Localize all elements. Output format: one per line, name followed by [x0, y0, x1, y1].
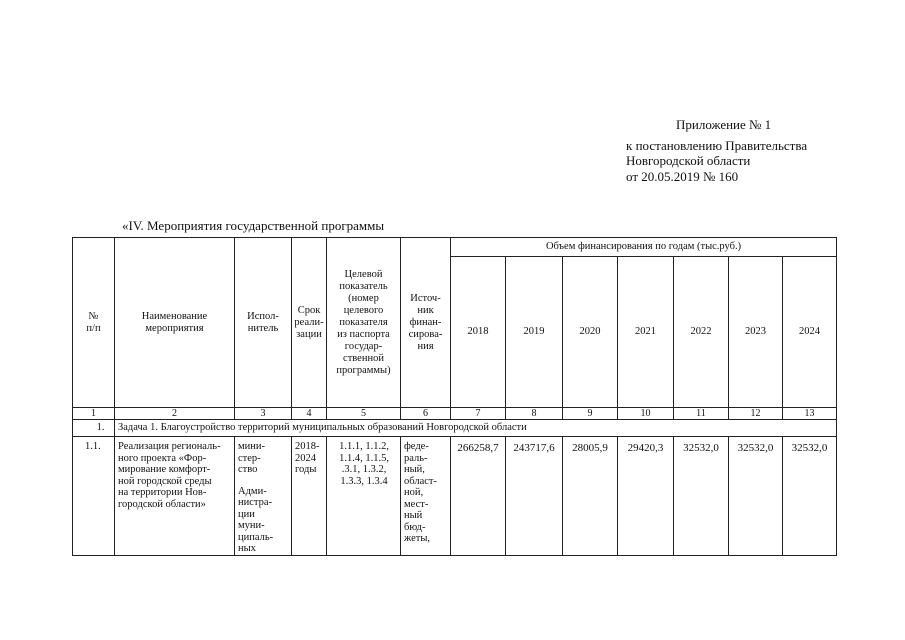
row-indicator: 1.1.1, 1.1.2, 1.1.4, 1.1.5, .3.1, 1.3.2, 1.3.3, 1.3.4: [327, 437, 401, 556]
column-number: 1: [73, 408, 115, 420]
row-term: 2018- 2024 годы: [292, 437, 327, 556]
header-year-2024: 2024: [783, 257, 837, 408]
column-number: 9: [563, 408, 618, 420]
measures-table: [72, 237, 836, 559]
annex-title: Приложение № 1: [676, 117, 772, 132]
annex-date-line: от 20.05.2019 № 160: [626, 169, 739, 184]
column-number: 2: [115, 408, 235, 420]
column-number: 4: [292, 408, 327, 420]
column-number: 12: [729, 408, 783, 420]
row-source: феде- раль- ный, област- ной, мест- ный бюд- жеты,: [401, 437, 451, 556]
header-year-2022: 2022: [674, 257, 729, 408]
column-number: 11: [674, 408, 729, 420]
header-num: № п/п: [73, 238, 115, 408]
header-financing: Объем финансирования по годам (тыс.руб.): [451, 238, 837, 257]
row-name: Реализация региональ- ного проекта «Фор- мирование комфорт- ной городской среды на территории Нов- городской области»: [115, 437, 235, 556]
value-2023: 32532,0: [729, 437, 783, 556]
value-2019: 243717,6: [506, 437, 563, 556]
task-text: Задача 1. Благоустройство территорий муниципальных образований Новгородской области: [115, 420, 837, 437]
section-title: «IV. Мероприятия государственной программы: [122, 218, 385, 233]
header-year-2021: 2021: [618, 257, 674, 408]
annex-region-line: Новгородской области: [626, 153, 751, 168]
value-2022: 32532,0: [674, 437, 729, 556]
header-year-2019: 2019: [506, 257, 563, 408]
row-executor: мини- стер- ство Адми- нистра- ции муни- ципаль- ных: [235, 437, 292, 556]
header-indicator: Целевой показатель (номер целевого показателя из паспорта государ- ственной программы): [327, 238, 401, 408]
task-row: [73, 420, 837, 437]
column-number: 6: [401, 408, 451, 420]
row-number: 1.1.: [73, 437, 115, 556]
column-number: 3: [235, 408, 292, 420]
value-2021: 29420,3: [618, 437, 674, 556]
header-year-2018: 2018: [451, 257, 506, 408]
header-source: Источ- ник финан- сирова- ния: [401, 238, 451, 408]
header-executor: Испол- нитель: [235, 238, 292, 408]
header-year-2023: 2023: [729, 257, 783, 408]
value-2024: 32532,0: [783, 437, 837, 556]
annex-decree-line: к постановлению Правительства: [626, 138, 808, 153]
header-year-2020: 2020: [563, 257, 618, 408]
header-row-top: [73, 238, 837, 257]
column-number: 13: [783, 408, 837, 420]
value-2020: 28005,9: [563, 437, 618, 556]
column-number: 10: [618, 408, 674, 420]
column-number: 7: [451, 408, 506, 420]
header-term: Срок реали- зации: [292, 238, 327, 408]
column-number-row: [73, 408, 837, 420]
value-2018: 266258,7: [451, 437, 506, 556]
task-number: 1.: [73, 420, 115, 437]
column-number: 8: [506, 408, 563, 420]
table-row: [73, 437, 837, 556]
header-name: Наименование мероприятия: [115, 238, 235, 408]
column-number: 5: [327, 408, 401, 420]
